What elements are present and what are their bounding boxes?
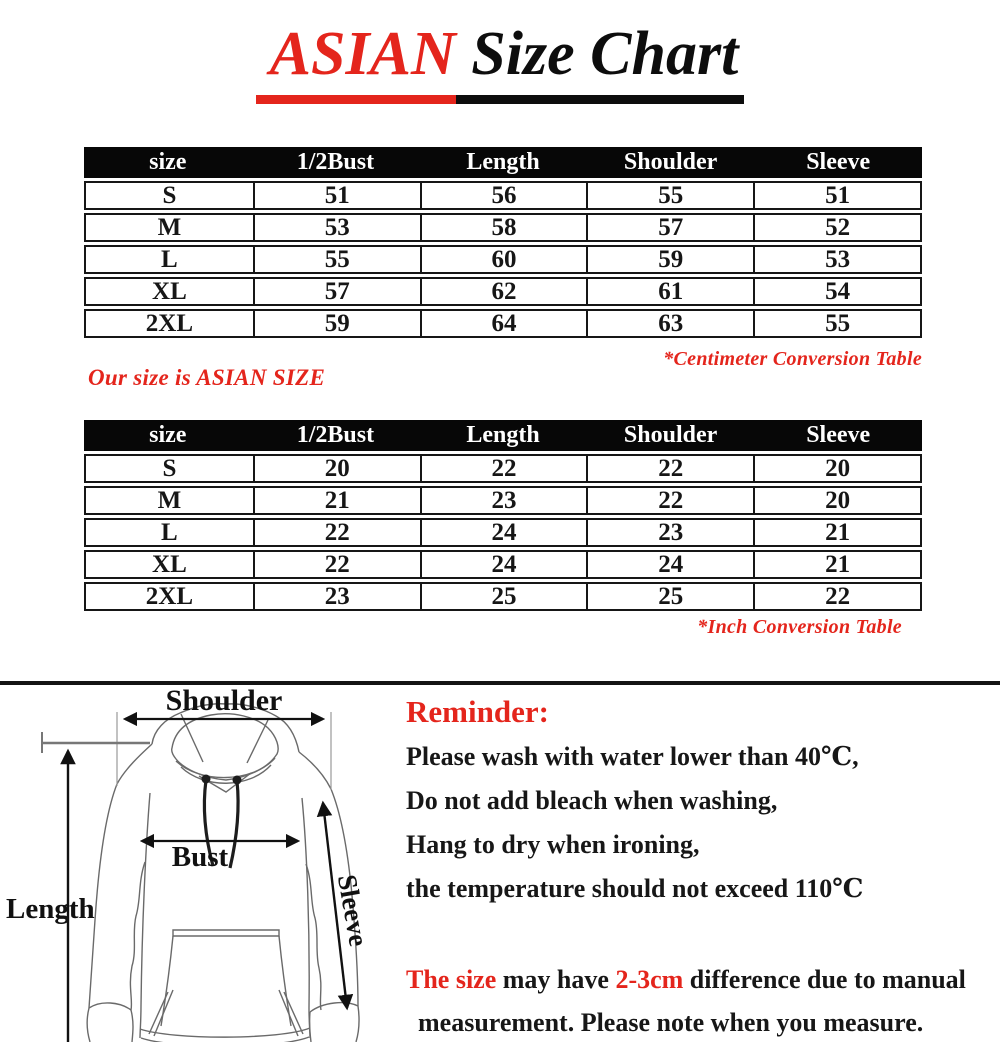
shoulder-label: Shoulder [165, 686, 283, 717]
table-cell: 22 [753, 584, 920, 609]
table-cell: XL [152, 551, 187, 578]
table-cell: 60 [420, 247, 587, 272]
reminder-heading: Reminder: [406, 694, 549, 729]
drawstring-eyelet [233, 776, 242, 785]
title-asian-text: ASIAN [256, 20, 456, 104]
column-header: size [149, 422, 187, 448]
column-header: Sleeve [806, 422, 871, 448]
size-table-centimeter [84, 147, 922, 341]
table-cell: L [161, 246, 178, 273]
column-header: Shoulder [623, 149, 718, 175]
table-row [84, 486, 922, 515]
table-row [84, 550, 922, 579]
table-cell: 21 [253, 488, 420, 513]
inch-caption: *Inch Conversion Table [697, 616, 902, 638]
table-cell: 24 [420, 520, 587, 545]
table-cell: 22 [253, 520, 420, 545]
care-instruction-line: Do not add bleach when washing, [406, 786, 778, 815]
care-instruction-line: Hang to dry when ironing, [406, 830, 700, 859]
table-row [84, 245, 922, 274]
title-size-chart-text: Size Chart [456, 20, 745, 104]
table-cell: 21 [753, 520, 920, 545]
pocket [149, 930, 303, 1036]
table-row [84, 213, 922, 242]
table-row [84, 181, 922, 210]
care-instructions [406, 742, 996, 918]
table-cell: 61 [586, 279, 753, 304]
column-header: Length [466, 422, 540, 448]
table-cell: 63 [586, 311, 753, 336]
column-header: Length [466, 149, 540, 175]
hoodie-measurement-diagram [0, 686, 400, 1042]
asian-size-note: Our size is ASIAN SIZE [88, 365, 326, 390]
table-cell: 53 [753, 247, 920, 272]
table-cell: 55 [253, 247, 420, 272]
table-cell: 23 [586, 520, 753, 545]
table-cell: 51 [253, 183, 420, 208]
table-cell: M [157, 214, 182, 241]
column-header: Sleeve [806, 149, 871, 175]
table-cell: 2XL [145, 310, 194, 337]
table-body [84, 181, 922, 338]
table-cell: L [161, 519, 178, 546]
table-cell: 22 [253, 552, 420, 577]
table-cell: 54 [753, 279, 920, 304]
table-cell: 51 [753, 183, 920, 208]
table-cell: 57 [586, 215, 753, 240]
section-divider [0, 681, 1000, 685]
table-cell: M [157, 487, 182, 514]
size-note-line2: measurement. Please note when you measure. [418, 1008, 924, 1037]
care-instruction-line: Please wash with water lower than 40℃, [406, 742, 859, 771]
column-header: 1/2Bust [296, 422, 375, 448]
page-title [0, 20, 1000, 88]
table-cell: 25 [420, 584, 587, 609]
table-cell: 24 [586, 552, 753, 577]
table-cell: XL [152, 278, 187, 305]
table-cell: 22 [586, 456, 753, 481]
centimeter-caption: *Centimeter Conversion Table [663, 348, 922, 370]
table-header-row [84, 147, 922, 178]
table-cell: 62 [420, 279, 587, 304]
table-cell: 59 [586, 247, 753, 272]
column-header: size [149, 149, 187, 175]
drawstring-eyelet [202, 775, 211, 784]
table-cell: S [162, 455, 177, 482]
table-body [84, 454, 922, 611]
table-cell: 52 [753, 215, 920, 240]
table-header-row [84, 420, 922, 451]
care-instruction-line: the temperature should not exceed 110℃ [406, 874, 864, 903]
table-row [84, 582, 922, 611]
table-cell: 20 [253, 456, 420, 481]
table-cell: 55 [753, 311, 920, 336]
table-cell: 24 [420, 552, 587, 577]
column-header: Shoulder [623, 422, 718, 448]
size-difference-note [406, 958, 1000, 1044]
size-note-line1 [406, 958, 1000, 1001]
table-cell: 55 [586, 183, 753, 208]
diagram-labels [6, 686, 374, 948]
size-note-red1: The size [406, 965, 497, 994]
sleeve-label: Sleeve [331, 872, 374, 949]
length-label: Length [6, 893, 95, 925]
table-row [84, 518, 922, 547]
bust-label: Bust [171, 841, 229, 873]
table-cell: 20 [753, 456, 920, 481]
table-cell: 21 [753, 552, 920, 577]
table-cell: S [162, 182, 177, 209]
table-cell: 20 [753, 488, 920, 513]
table-cell: 23 [253, 584, 420, 609]
table-cell: 57 [253, 279, 420, 304]
table-row [84, 309, 922, 338]
size-note-mid2: difference due to manual [683, 965, 966, 994]
table-cell: 2XL [145, 583, 194, 610]
table-cell: 23 [420, 488, 587, 513]
table-cell: 64 [420, 311, 587, 336]
table-cell: 59 [253, 311, 420, 336]
measurement-arrows [42, 712, 347, 1042]
table-row [84, 277, 922, 306]
table-cell: 25 [586, 584, 753, 609]
left-sleeve [87, 784, 145, 1042]
size-note-mid1: may have [496, 965, 616, 994]
table-cell: 53 [253, 215, 420, 240]
table-cell: 22 [586, 488, 753, 513]
size-note-red2: 2-3cm [615, 965, 684, 994]
column-header: 1/2Bust [296, 149, 375, 175]
table-cell: 56 [420, 183, 587, 208]
size-table-inch [84, 420, 922, 614]
table-cell: 58 [420, 215, 587, 240]
table-cell: 22 [420, 456, 587, 481]
table-row [84, 454, 922, 483]
